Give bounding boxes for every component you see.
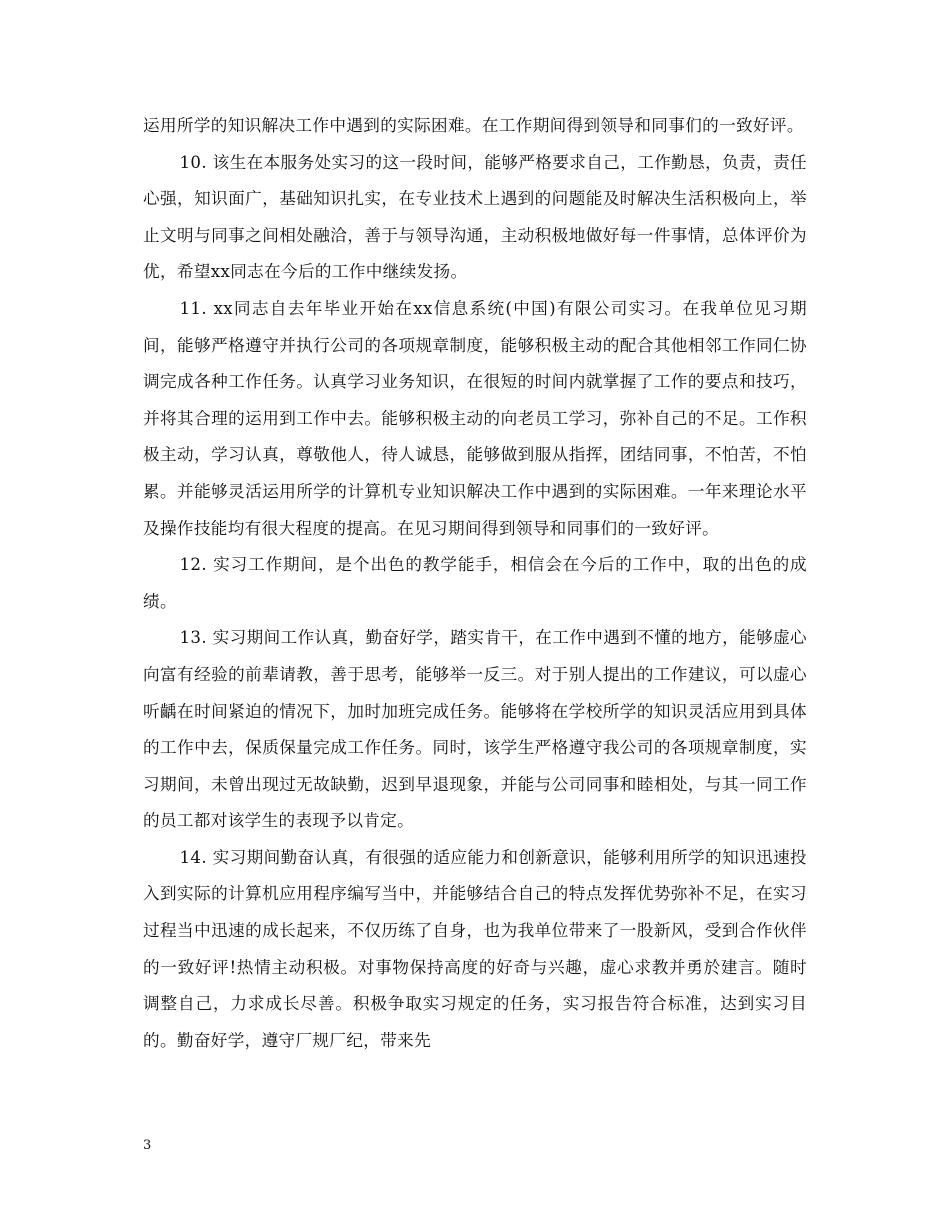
paragraph-item-10: 10. 该生在本服务处实习的这一段时间，能够严格要求自己，工作勤恳，负责，责任心强，知识面广，基础知识扎实，在专业技术上遇到的问题能及时解决生活积极向上，举止文明与同事之间相处融洽，善于与领导沟通，主动积极地做好每一件事情，总体评价为优，希望xx同志在今后的工作中继续发扬。 [143,152,807,282]
document-body [143,108,807,1059]
paragraph-item-11: 11. xx同志自去年毕业开始在xx信息系统(中国)有限公司实习。在我单位见习期间，能够严格遵守并执行公司的各项规章制度，能够积极主动的配合其他相邻工作同仁协调完成各种工作任务。认真学习业务知识，在很短的时间内就掌握了工作的要点和技巧，并将其合理的运用到工作中去。能够积极主动的向老员工学习，弥补自己的不足。工作积极主动，学习认真，尊敬他人，待人诚恳，能够做到服从指挥，团结同事，不怕苦，不怕累。并能够灵活运用所学的计算机专业知识解决工作中遇到的实际困难。一年来理论水平及操作技能均有很大程度的提高。在见习期间得到领导和同事们的一致好评。 [143,298,807,538]
paragraph-item-13: 13. 实习期间工作认真，勤奋好学，踏实肯干，在工作中遇到不懂的地方，能够虚心向富有经验的前辈请教，善于思考，能够举一反三。对于别人提出的工作建议，可以虚心听齲在时间紧迫的情况下，加时加班完成任务。能够将在学校所学的知识灵活应用到具体的工作中去，保质保量完成工作任务。同时，该学生严格遵守我公司的各项规章制度，实习期间，未曾出现过无故缺勤，迟到早退现象，并能与公司同事和睦相处，与其一同工作的员工都对该学生的表现予以肯定。 [143,628,807,831]
paragraph-item-12: 12. 实习工作期间，是个出色的教学能手，相信会在今后的工作中，取的出色的成绩。 [143,555,807,611]
paragraph-continuation: 运用所学的知识解决工作中遇到的实际困难。在工作期间得到领导和同事们的一致好评。 [143,116,804,135]
page-number: 3 [143,1138,152,1153]
paragraph-item-14: 14. 实习期间勤奋认真，有很强的适应能力和创新意识，能够利用所学的知识迅速投入到实际的计算机应用程序编写当中，并能够结合自己的特点发挥优势弥补不足，在实习过程当中迅速的成长起来，不仅历练了自身，也为我单位带来了一股新风，受到合作伙伴的一致好评!热情主动积极。对事物保持高度的好奇与兴趣，虚心求教并勇於建言。随时调整自己，力求成长尽善。积极争取实习规定的任务，实习报告符合标准，达到实习目的。勤奋好学，遵守厂规厂纪，带来先 [143,847,807,1050]
